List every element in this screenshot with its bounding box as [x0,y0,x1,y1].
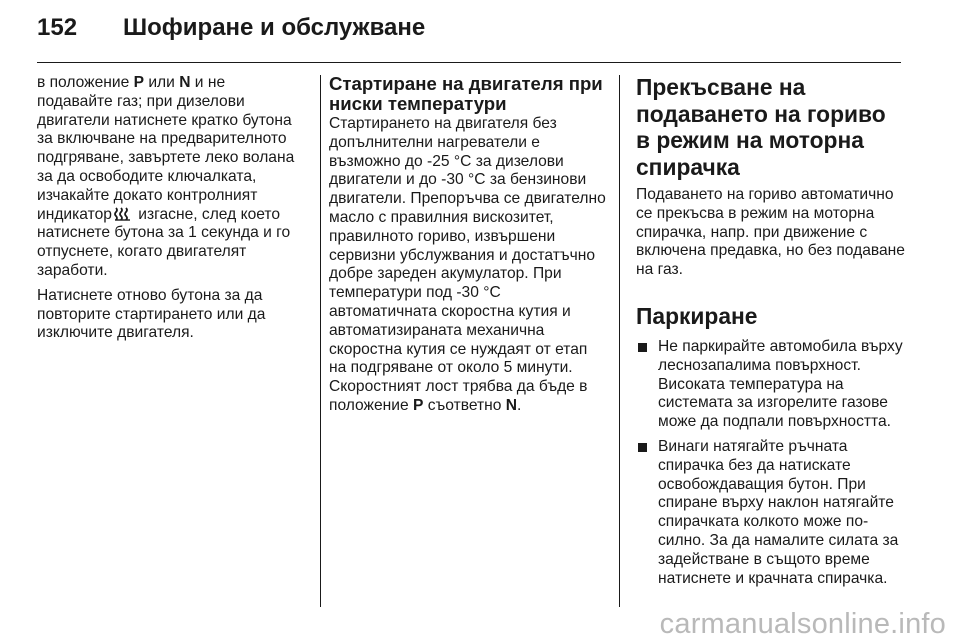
watermark: carmanualsonline.info [659,608,946,640]
text-segment: съответно [423,396,506,414]
text-segment: и не подавайте газ; при дизелови двигатели натиснете кратко бутона за включване на предварителното подгряване, завъртете леко волана за да освободите ключалката, изчакайте докато контролният индикатор [37,74,295,223]
heading-cold-start: Стартиране на двигателя при ниски температури [329,73,603,114]
column-divider-right [619,75,620,607]
column-1 [37,74,305,349]
heading-fuel-cutoff: Прекъсване на подаването на гориво в режим на моторна спирачка [636,74,886,180]
column-2 [329,74,607,422]
glow-plug-indicator-icon [114,206,132,221]
text-segment: Стартирането на двигателя без допълнителни нагреватели е възможно до -25 °C за дизелови двигатели и до -30 °C за бензинови двигатели. Препоръчва се двигателно масло с правилния вискозитет, правилното гориво, извършени сервизни убслужвания и достатъчно добре зареден акумулатор. При температури под -30 °C автоматичната скоростна кутия и автоматизираната механична скоростна кутия се нуждаят от етап на подгряване от около 5 минути. Скоростният лост трябва да бъде в положение [329,115,606,414]
list-item-text: Винаги натягайте ръчната спирачка без да натискате освобождаващия бутон. При спиране върху наклон натягайте спирачката колкото може по-силно. За да намалите силата за задействане в същото време натиснете и крачната спирачка. [658,437,899,587]
column-divider-left [320,75,321,607]
text-segment: или [144,74,180,91]
paragraph-start-procedure [37,74,305,281]
paragraph-cold-start [329,115,607,416]
paragraph-fuel-cutoff: Подаването на гориво автоматично се прекъсва в режим на моторна спирачка, напр. при движение с включена предавка, но без подаване на газ. [636,186,905,279]
heading-parking: Паркиране [636,302,758,329]
list-item [636,338,906,432]
text-segment: изгасне, след което натиснете бутона за 1 секунда и го отпуснете, когато двигателят заработи. [37,205,291,279]
text-segment: . [517,396,522,414]
column-3 [636,74,906,594]
section-title: Шофиране и обслужване [123,14,426,41]
bullet-square-icon [638,443,647,452]
bullet-square-icon [638,343,647,352]
list-item-text: Не паркирайте автомобила върху леснозапалима повърхност. Високата температура на системата за изгорелите газове може да подпали повърхността. [658,337,903,431]
page-number: 152 [37,14,78,41]
parking-list [636,338,906,588]
list-item [636,438,906,588]
page-header [37,14,425,50]
gear-p-label: P [412,396,424,414]
gear-p-label: P [133,74,144,91]
paragraph-repeat-start: Натиснете отново бутона за да повторите стартирането или да изключите двигателя. [37,286,266,342]
text-segment: в положение [37,74,134,91]
gear-n-label: N [179,74,191,91]
header-rule [37,62,901,63]
gear-n-label: N [505,396,518,414]
